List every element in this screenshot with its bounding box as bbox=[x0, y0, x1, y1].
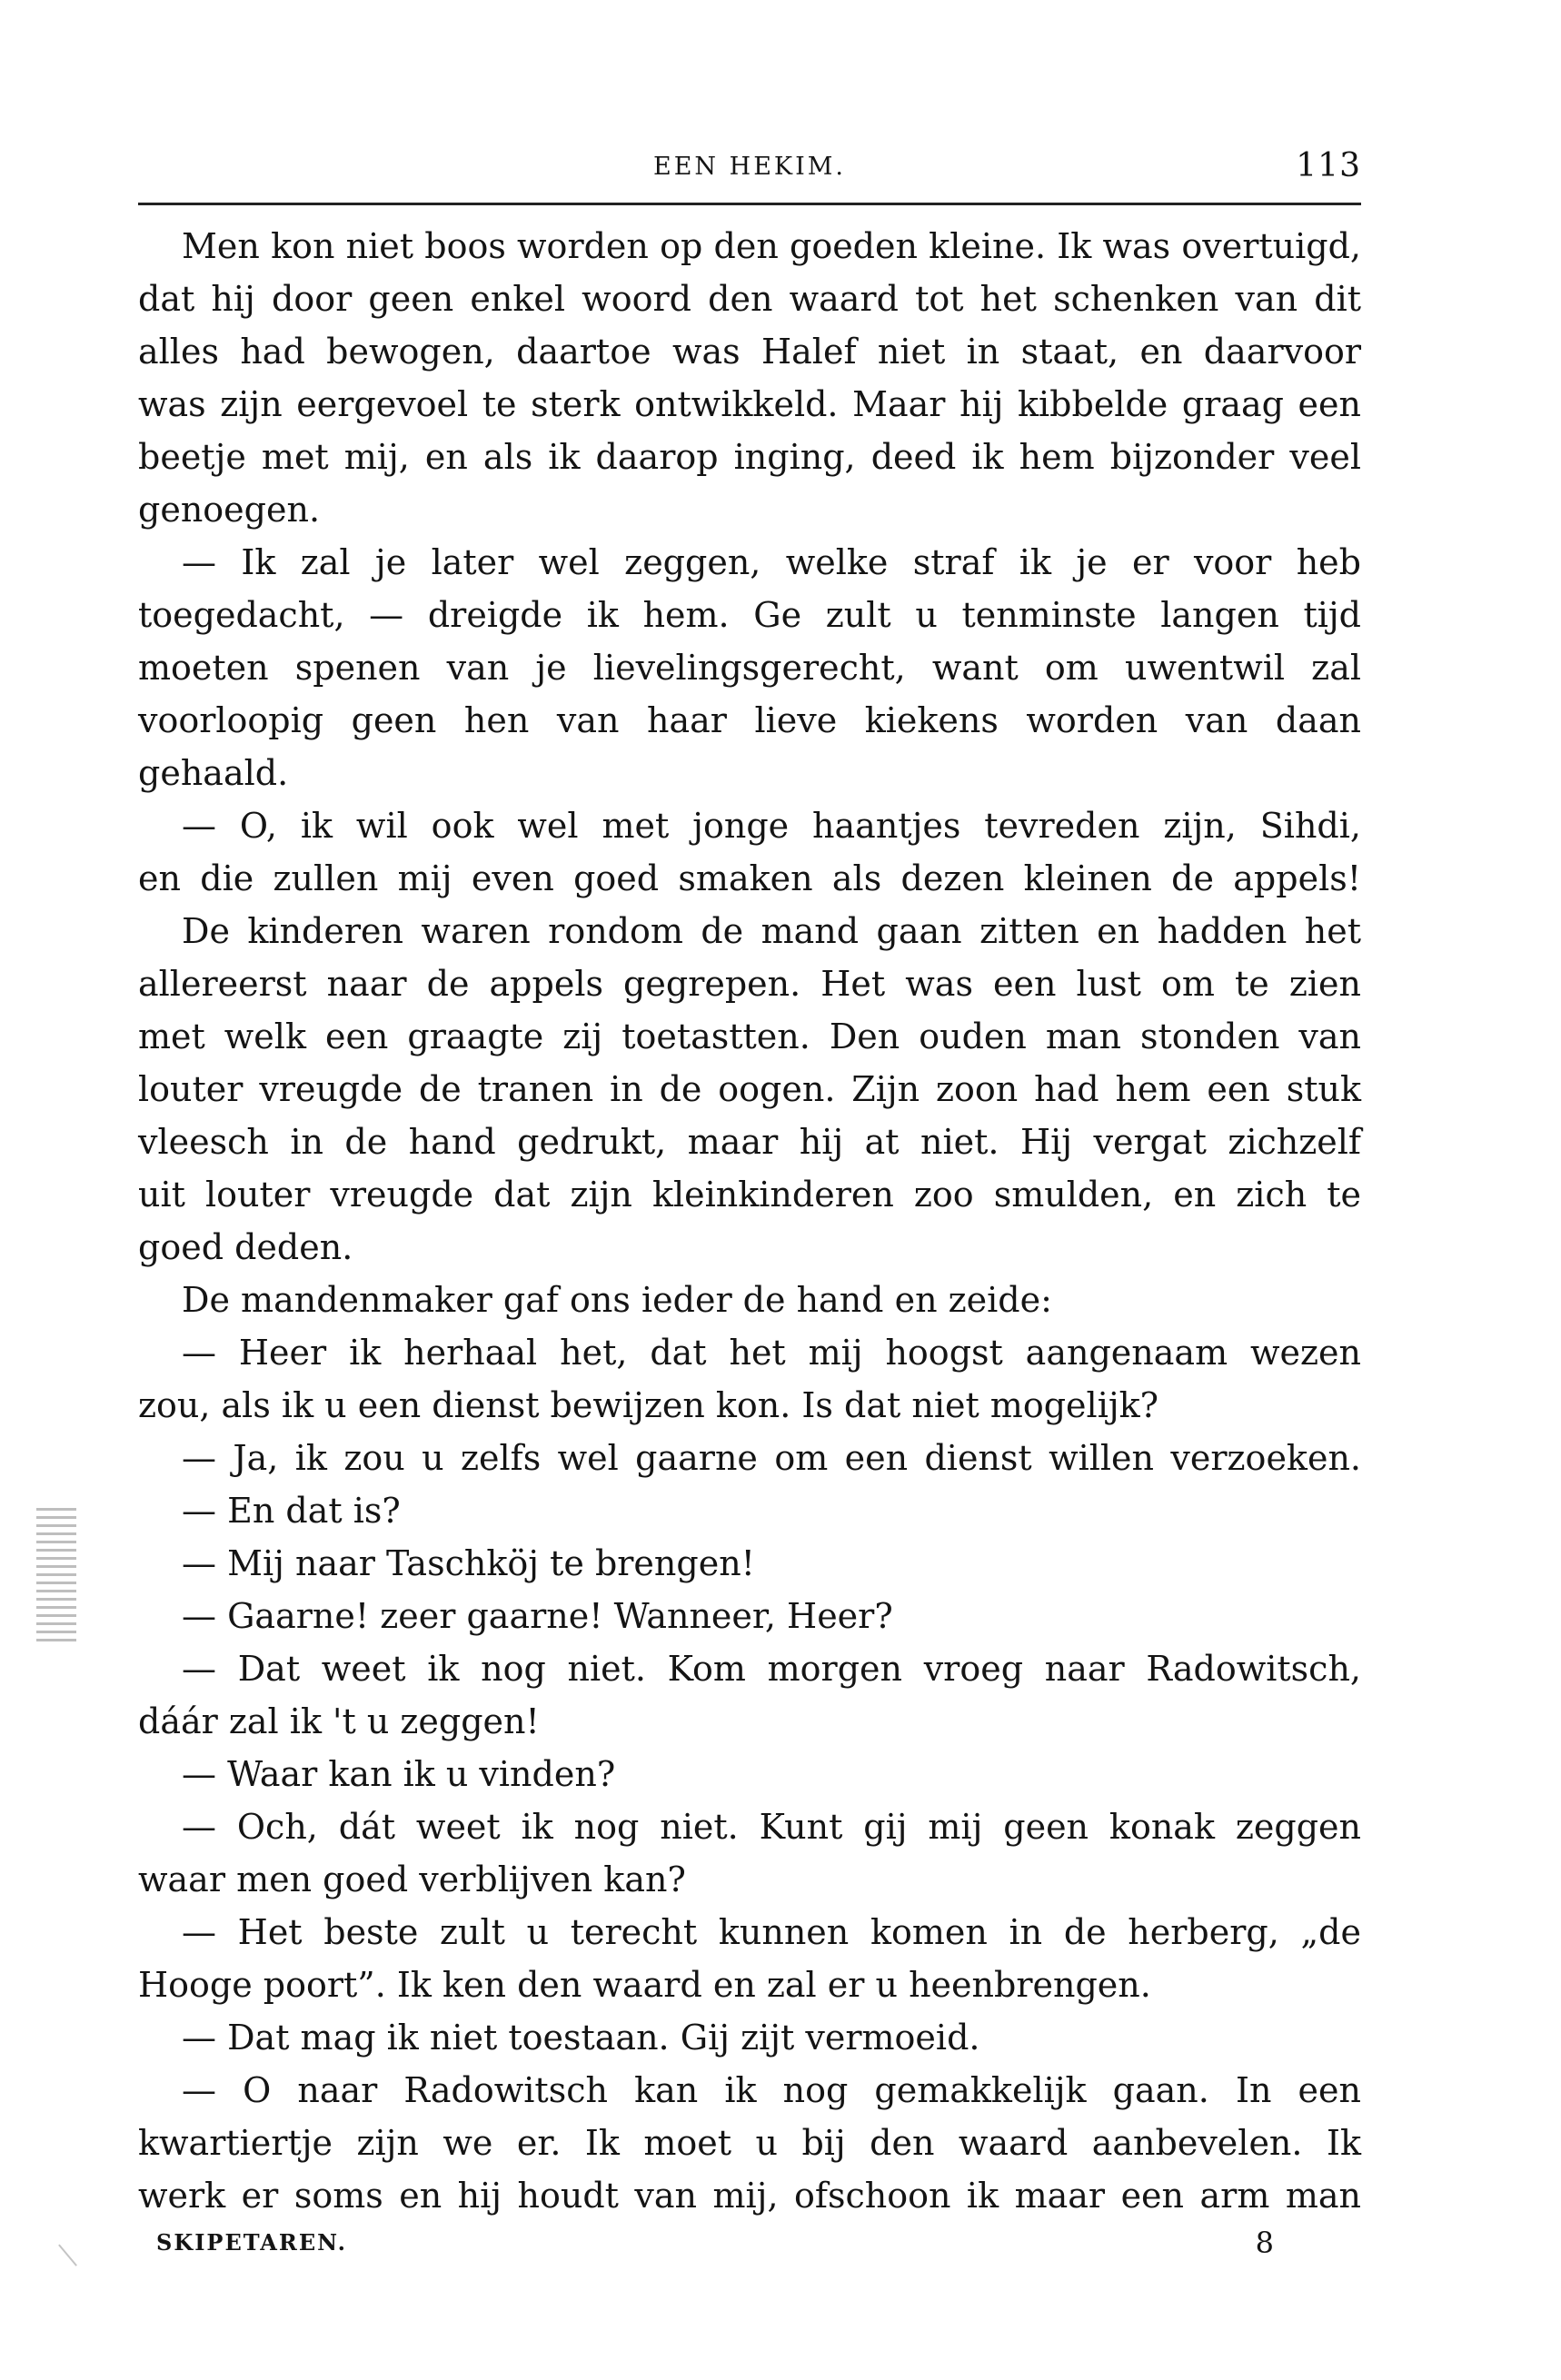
text-line: genoegen. bbox=[138, 490, 321, 530]
text-line: — Waar kan ik u vinden? bbox=[182, 1754, 616, 1794]
text-line: — Ja, ik zou u zelfs wel gaarne om een dienst willen verzoeken. bbox=[182, 1438, 1361, 1478]
text-line: moeten spenen van je lievelingsgerecht, want om uwentwil zal bbox=[138, 648, 1361, 688]
text-line: werk er soms en hij houdt van mij, ofschoon ik maar een arm man bbox=[138, 2176, 1361, 2216]
running-head bbox=[138, 144, 1361, 198]
text-line: zou, als ik u een dienst bewijzen kon. Is dat niet mogelijk? bbox=[138, 1385, 1159, 1425]
text-line: — Ik zal je later wel zeggen, welke straf ik je er voor heb bbox=[182, 542, 1361, 582]
text-line: De kinderen waren rondom de mand gaan zitten en hadden het bbox=[182, 911, 1361, 951]
text-line: was zijn eergevoel te sterk ontwikkeld. Maar hij kibbelde graag een bbox=[138, 384, 1361, 424]
text-line: en die zullen mij even goed smaken als dezen kleinen de appels! bbox=[138, 858, 1361, 898]
text-line: De mandenmaker gaf ons ieder de hand en zeide: bbox=[182, 1280, 1052, 1320]
text-line: — Het beste zult u terecht kunnen komen in de herberg, „de bbox=[182, 1912, 1361, 1952]
margin-pencil-mark bbox=[58, 2226, 98, 2266]
text-line: met welk een graagte zij toetastten. Den ouden man stonden van bbox=[138, 1016, 1361, 1056]
text-line: voorloopig geen hen van haar lieve kiekens worden van daan bbox=[138, 700, 1361, 740]
text-line: alles had bewogen, daartoe was Halef niet in staat, en daarvoor bbox=[138, 332, 1361, 372]
text-line: — O, ik wil ook wel met jonge haantjes tevreden zijn, Sihdi, bbox=[182, 806, 1361, 846]
text-line: allereerst naar de appels gegrepen. Het was een lust om te zien bbox=[138, 964, 1361, 1004]
text-line: goed deden. bbox=[138, 1227, 353, 1267]
text-line: kwartiertje zijn we er. Ik moet u bij den waard aanbevelen. Ik bbox=[138, 2123, 1361, 2163]
text-line: — Heer ik herhaal het, dat het mij hoogst aangenaam wezen bbox=[182, 1333, 1361, 1373]
text-line: — Dat weet ik nog niet. Kom morgen vroeg naar Radowitsch, bbox=[182, 1649, 1361, 1689]
text-line: — En dat is? bbox=[182, 1491, 401, 1531]
text-line: — Dat mag ik niet toestaan. Gij zijt vermoeid. bbox=[182, 2018, 980, 2058]
text-line: vleesch in de hand gedrukt, maar hij at niet. Hij vergat zichzelf bbox=[138, 1122, 1361, 1162]
text-line: dat hij door geen enkel woord den waard tot het schenken van dit bbox=[138, 279, 1361, 319]
signature-mark: SKIPETAREN. bbox=[156, 2229, 347, 2256]
text-line: Hooge poort”. Ik ken den waard en zal er u heenbrengen. bbox=[138, 1965, 1151, 2005]
text-line: toegedacht, — dreigde ik hem. Ge zult u tenminste langen tijd bbox=[138, 595, 1361, 635]
text-line: — Gaarne! zeer gaarne! Wanneer, Heer? bbox=[182, 1596, 893, 1636]
header-rule bbox=[138, 203, 1361, 205]
text-line: — O naar Radowitsch kan ik nog gemakkelijk gaan. In een bbox=[182, 2070, 1361, 2110]
text-line: gehaald. bbox=[138, 753, 289, 793]
sheet-number: 8 bbox=[1255, 2226, 1274, 2260]
text-line: uit louter vreugde dat zijn kleinkinderen zoo smulden, en zich te bbox=[138, 1175, 1361, 1215]
text-line: — Och, dát weet ik nog niet. Kunt gij mij geen konak zeggen bbox=[182, 1807, 1361, 1847]
text-body bbox=[138, 220, 1361, 2222]
page-number: 113 bbox=[1296, 147, 1361, 184]
text-line: louter vreugde de tranen in de oogen. Zijn zoon had hem een stuk bbox=[138, 1069, 1361, 1109]
running-title: EEN HEKIM. bbox=[653, 153, 846, 181]
text-line: dáár zal ik 't u zeggen! bbox=[138, 1701, 540, 1741]
page-footer bbox=[156, 2226, 1274, 2262]
text-line: beetje met mij, en als ik daarop inging, deed ik hem bijzonder veel bbox=[138, 437, 1361, 477]
text-line: Men kon niet boos worden op den goeden kleine. Ik was overtuigd, bbox=[182, 226, 1361, 266]
margin-ink-smudge bbox=[36, 1508, 76, 1644]
text-line: waar men goed verblijven kan? bbox=[138, 1859, 686, 1899]
text-line: — Mij naar Taschköj te brengen! bbox=[182, 1543, 755, 1583]
